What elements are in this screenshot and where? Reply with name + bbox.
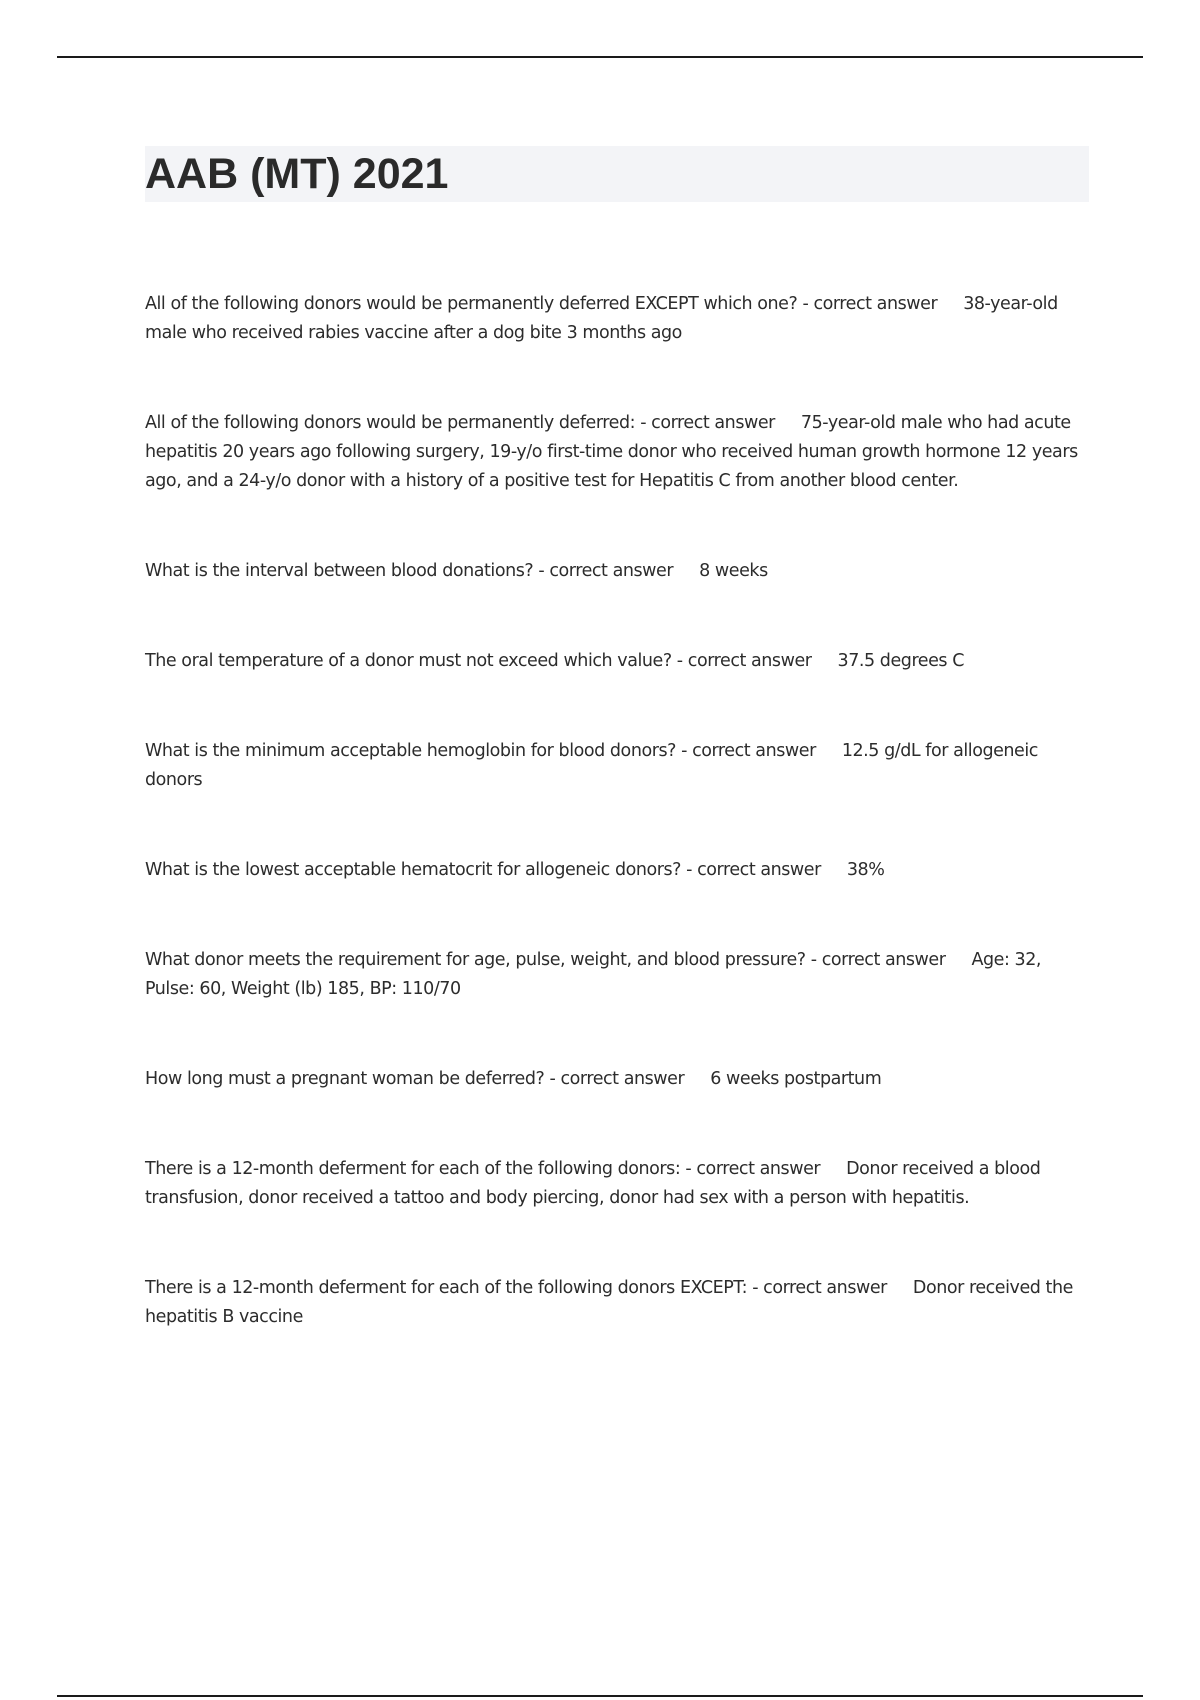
answer-text: Donor received a blood transfusion, donor received a tattoo and body piercing, donor had sex with a person with hepatitis. <box>145 1159 1041 1208</box>
answer-text: 8 weeks <box>699 561 768 581</box>
separator: - <box>805 950 822 970</box>
separator: - <box>747 1278 764 1298</box>
answer-label: correct answer <box>696 1159 821 1179</box>
answer-label: correct answer <box>697 860 821 880</box>
answer-text: 75-year-old male who had acute hepatitis 20 years ago following surgery, 19-y/o first-time donor who received human growth hormone 12 years ago, and a 24-y/o donor with a history of a positive test for Hepatitis C from another blood center. <box>145 413 1078 491</box>
answer-label: correct answer <box>821 950 946 970</box>
question-text: What is the interval between blood donations? <box>145 561 534 581</box>
answer-label: correct answer <box>763 1278 887 1298</box>
qa-item <box>145 856 1089 885</box>
answer-text: Age: 32, Pulse: 60, Weight (lb) 185, BP: 110/70 <box>145 950 1042 999</box>
separator: - <box>797 294 814 314</box>
separator: - <box>544 1069 561 1089</box>
qa-item <box>145 557 1089 586</box>
answer-label: correct answer <box>692 741 816 761</box>
answer-text: 38-year-old male who received rabies vaccine after a dog bite 3 months ago <box>145 294 1058 343</box>
answer-text: 6 weeks postpartum <box>710 1069 882 1089</box>
qa-item <box>145 737 1089 795</box>
question-text: What is the lowest acceptable hematocrit for allogeneic donors? <box>145 860 682 880</box>
qa-item <box>145 1155 1089 1213</box>
qa-item <box>145 946 1089 1004</box>
separator: - <box>635 413 652 433</box>
answer-label: correct answer <box>813 294 938 314</box>
question-text: All of the following donors would be permanently deferred EXCEPT which one? <box>145 294 798 314</box>
separator: - <box>675 741 693 761</box>
answer-text: 12.5 g/dL for allogeneic donors <box>145 741 1038 790</box>
answer-text: Donor received the hepatitis B vaccine <box>145 1278 1073 1327</box>
bottom-rule <box>57 1695 1143 1697</box>
question-text: There is a 12-month deferment for each of the following donors EXCEPT: <box>145 1278 748 1298</box>
question-text: The oral temperature of a donor must not exceed which value? <box>145 651 672 671</box>
qa-list <box>145 290 1089 1393</box>
answer-label: correct answer <box>560 1069 685 1089</box>
question-text: All of the following donors would be permanently deferred: <box>145 413 636 433</box>
qa-item <box>145 409 1089 496</box>
qa-item <box>145 647 1089 676</box>
top-rule <box>57 56 1143 58</box>
question-text: There is a 12-month deferment for each of the following donors: <box>145 1159 681 1179</box>
qa-item <box>145 1065 1089 1094</box>
document-title: AAB (MT) 2021 <box>145 150 449 198</box>
question-text: What donor meets the requirement for age, pulse, weight, and blood pressure? <box>145 950 806 970</box>
separator: - <box>680 1159 697 1179</box>
separator: - <box>681 860 698 880</box>
separator: - <box>533 561 550 581</box>
question-text: How long must a pregnant woman be deferred? <box>145 1069 545 1089</box>
answer-text: 38% <box>846 860 885 880</box>
answer-label: correct answer <box>651 413 775 433</box>
answer-label: correct answer <box>549 561 674 581</box>
answer-label: correct answer <box>687 651 812 671</box>
question-text: What is the minimum acceptable hemoglobin for blood donors? <box>145 741 676 761</box>
qa-item <box>145 290 1089 348</box>
answer-text: 37.5 degrees C <box>837 651 964 671</box>
qa-item <box>145 1274 1089 1332</box>
separator: - <box>671 651 688 671</box>
